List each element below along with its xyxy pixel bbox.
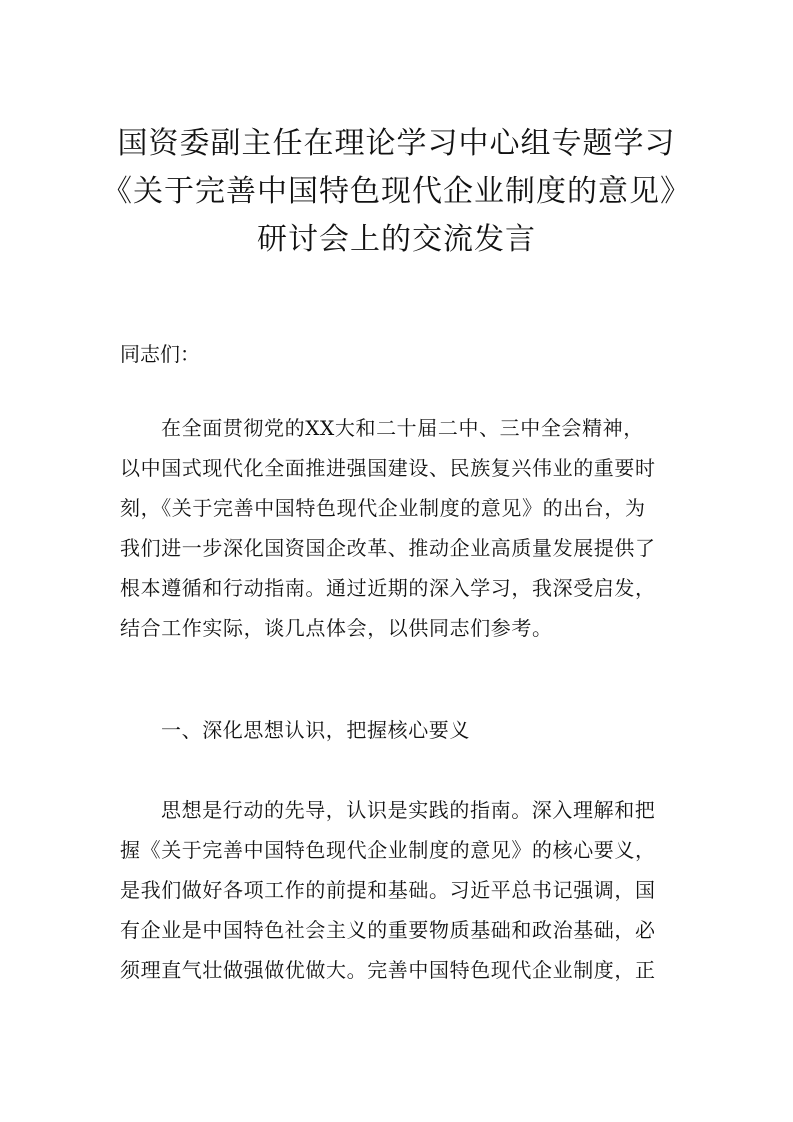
paragraph-line: 我们进一步深化国资国企改革、推动企业高质量发展提供了	[120, 536, 656, 560]
paragraph-line: 根本遵循和行动指南。通过近期的深入学习，我深受启发，	[120, 576, 656, 600]
paragraph-line: 有企业是中国特色社会主义的重要物质基础和政治基础，必	[120, 918, 656, 942]
title-line-2: 《关于完善中国特色现代企业制度的意见》	[102, 174, 691, 209]
title-line-1: 国资委副主任在理论学习中心组专题学习	[117, 126, 676, 161]
salutation: 同志们：	[120, 342, 200, 366]
paragraph-line: 思想是行动的先导，认识是实践的指南。深入理解和把	[161, 798, 656, 822]
paragraph-line: 以中国式现代化全面推进强国建设、民族复兴伟业的重要时	[120, 456, 656, 480]
paragraph-line: 在全面贯彻党的XX大和二十届二中、三中全会精神，	[161, 416, 644, 440]
section-heading-1: 一、深化思想认识，把握核心要义	[161, 718, 470, 742]
paragraph-section-1	[120, 790, 673, 990]
paragraph-line: 须理直气壮做强做优做大。完善中国特色现代企业制度，正	[120, 958, 656, 982]
paragraph-line: 结合工作实际，谈几点体会，以供同志们参考。	[120, 616, 553, 640]
paragraph-line: 握《关于完善中国特色现代企业制度的意见》的核心要义，	[120, 838, 656, 862]
document-title	[0, 120, 793, 264]
paragraph-line: 是我们做好各项工作的前提和基础。习近平总书记强调，国	[120, 878, 656, 902]
paragraph-line: 刻，《关于完善中国特色现代企业制度的意见》的出台，为	[120, 496, 646, 520]
paragraph-intro	[120, 408, 673, 648]
title-line-3: 研讨会上的交流发言	[257, 222, 536, 257]
